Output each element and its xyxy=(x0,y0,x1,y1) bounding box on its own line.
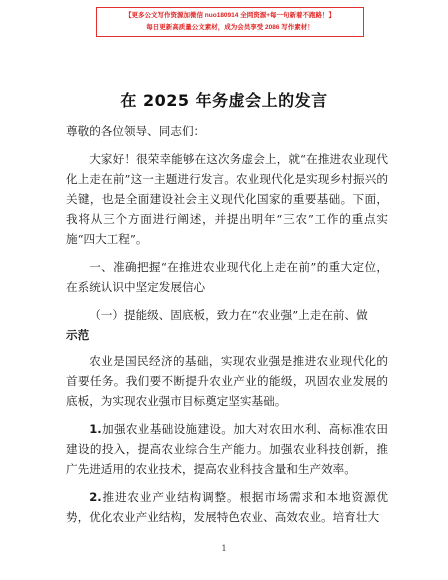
promo-banner-line-1: 【更多公文写作资源加微信 nuo180914 全网资源+每一句新着不跑路！】 xyxy=(124,12,335,19)
page-number: 1 xyxy=(221,544,227,553)
subheading-1-continuation: 示范 xyxy=(66,328,90,342)
subheading-1-text: （一）提能级、固底板，致力在“农业强”上走在前、做 xyxy=(89,308,368,322)
subheading-1 xyxy=(66,305,388,345)
salutation: 尊敬的各位领导、同志们： xyxy=(66,124,206,138)
list-item-1-number: 1. xyxy=(89,422,102,436)
document-body xyxy=(66,121,388,535)
section-heading-1: 一、准确把握“在推进农业现代化上走在前”的重大定位，在系统认识中坚定发展信心 xyxy=(66,260,388,294)
document-title: 在 2025 年务虚会上的发言 xyxy=(120,91,328,110)
list-item-2-text: 推进农业产业结构调整。根据市场需求和本地资源优势，优化农业产业结构，发展特色农业、高效农业。培育壮大 xyxy=(66,490,388,524)
paragraph-agriculture: 农业是国民经济的基础，实现农业强是推进农业现代化的首要任务。我们要不断提升农业产业的能级，巩固农业发展的底板，为实现农业强市目标奠定坚实基础。 xyxy=(66,354,388,408)
list-item-1 xyxy=(66,419,388,479)
promo-banner-line-2: 每日更新高质量公文素材，成为会员享受 2086 写作素材！ xyxy=(146,24,314,31)
promo-banner xyxy=(96,7,364,37)
list-item-2-number: 2. xyxy=(89,490,102,504)
list-item-2 xyxy=(66,487,388,527)
list-item-1-text: 加强农业基础设施建设。加大对农田水利、高标准农田建设的投入，提高农业综合生产能力。加强农业科技创新，推广先进适用的农业技术，提高农业科技含量和生产效率。 xyxy=(66,422,388,476)
paragraph-intro: 大家好！很荣幸能够在这次务虚会上，就“在推进农业现代化上走在前”这一主题进行发言。农业现代化是实现乡村振兴的关键，也是全面建设社会主义现代化国家的重要基础。下面，我将从三个方面进行阐述，并提出明年“三农”工作的重点实施“四大工程”。 xyxy=(66,152,388,246)
